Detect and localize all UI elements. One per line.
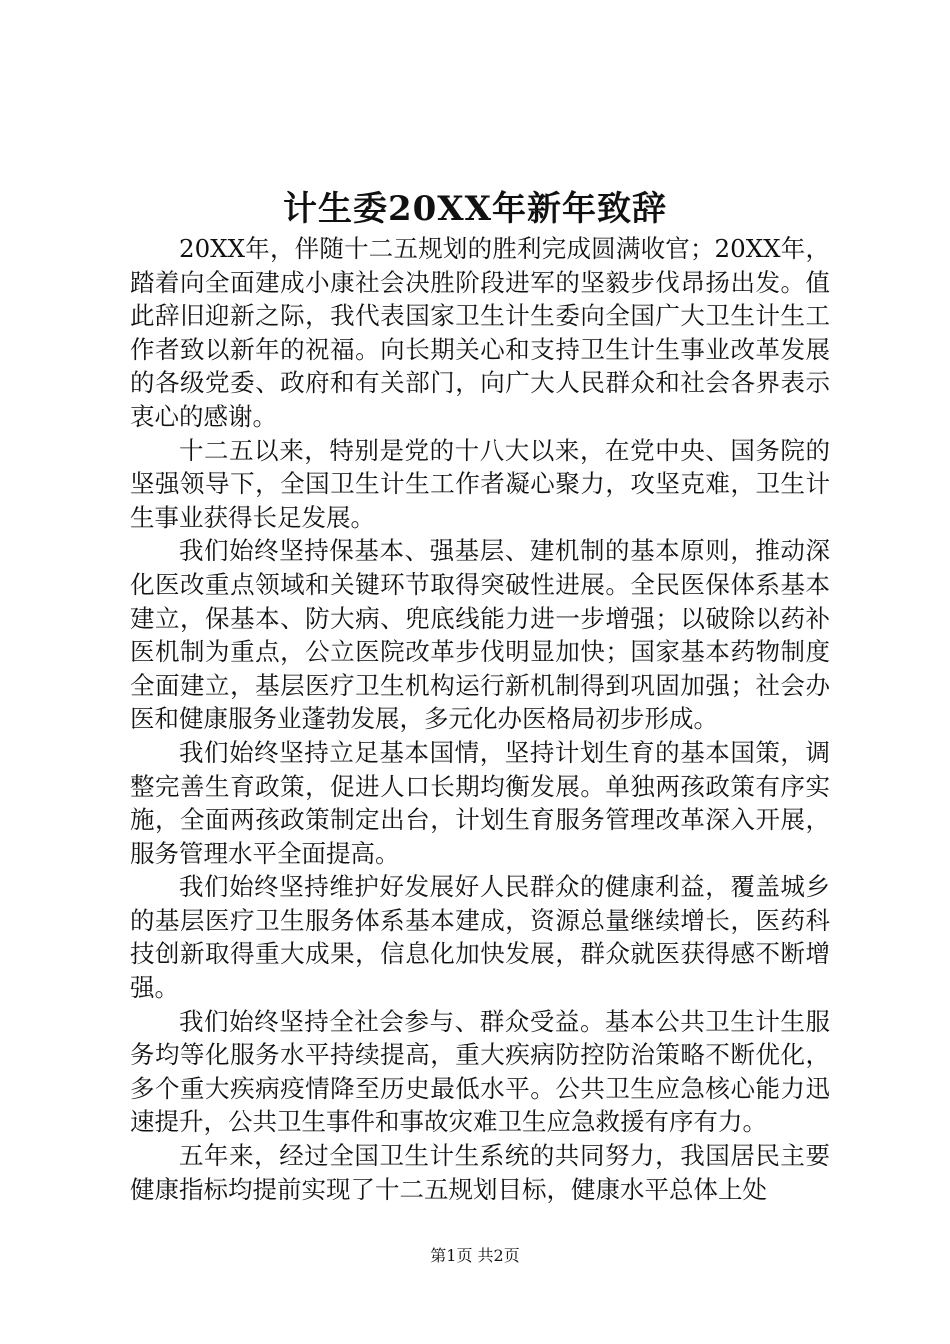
document-title: 计生委20XX年新年致辞 xyxy=(282,189,668,229)
paragraph-6: 我们始终坚持全社会参与、群众受益。基本公共卫生计生服务均等化服务水平持续提高，重大疾病防控防治策略不断优化，多个重大疾病疫情降至历史最低水平。公共卫生应急核心能力迅速提升，公共卫生事件和事故灾难卫生应急救援有序有力。 xyxy=(130,1006,830,1137)
page-number-footer: 第1页 共2页 xyxy=(430,1246,520,1265)
paragraph-5: 我们始终坚持维护好发展好人民群众的健康利益，覆盖城乡的基层医疗卫生服务体系基本建成，资源总量继续增长，医药科技创新取得重大成果，信息化加快发展，群众就医获得感不断增强。 xyxy=(130,872,830,1003)
paragraph-7: 五年来，经过全国卫生计生系统的共同努力，我国居民主要健康指标均提前实现了十二五规划目标，健康水平总体上处 xyxy=(130,1141,830,1204)
paragraph-1: 20XX年，伴随十二五规划的胜利完成圆满收官；20XX年，踏着向全面建成小康社会决胜阶段进军的坚毅步伐昂扬出发。值此辞旧迎新之际，我代表国家卫生计生委向全国广大卫生计生工作者致以新年的祝福。向长期关心和支持卫生计生事业改革发展的各级党委、政府和有关部门，向广大人民群众和社会各界表示衷心的感谢。 xyxy=(130,234,830,431)
document-body xyxy=(130,232,830,1206)
paragraph-4: 我们始终坚持立足基本国情，坚持计划生育的基本国策，调整完善生育政策，促进人口长期均衡发展。单独两孩政策有序实施，全面两孩政策制定出台，计划生育服务管理改革深入开展，服务管理水平全面提高。 xyxy=(130,737,830,868)
paragraph-3: 我们始终坚持保基本、强基层、建机制的基本原则，推动深化医改重点领域和关键环节取得突破性进展。全民医保体系基本建立，保基本、防大病、兜底线能力进一步增强；以破除以药补医机制为重点，公立医院改革步伐明显加快；国家基本药物制度全面建立，基层医疗卫生机构运行新机制得到巩固加强；社会办医和健康服务业蓬勃发展，多元化办医格局初步形成。 xyxy=(130,536,830,734)
paragraph-2: 十二五以来，特别是党的十八大以来，在党中央、国务院的坚强领导下，全国卫生计生工作者凝心聚力，攻坚克难，卫生计生事业获得长足发展。 xyxy=(130,435,830,532)
